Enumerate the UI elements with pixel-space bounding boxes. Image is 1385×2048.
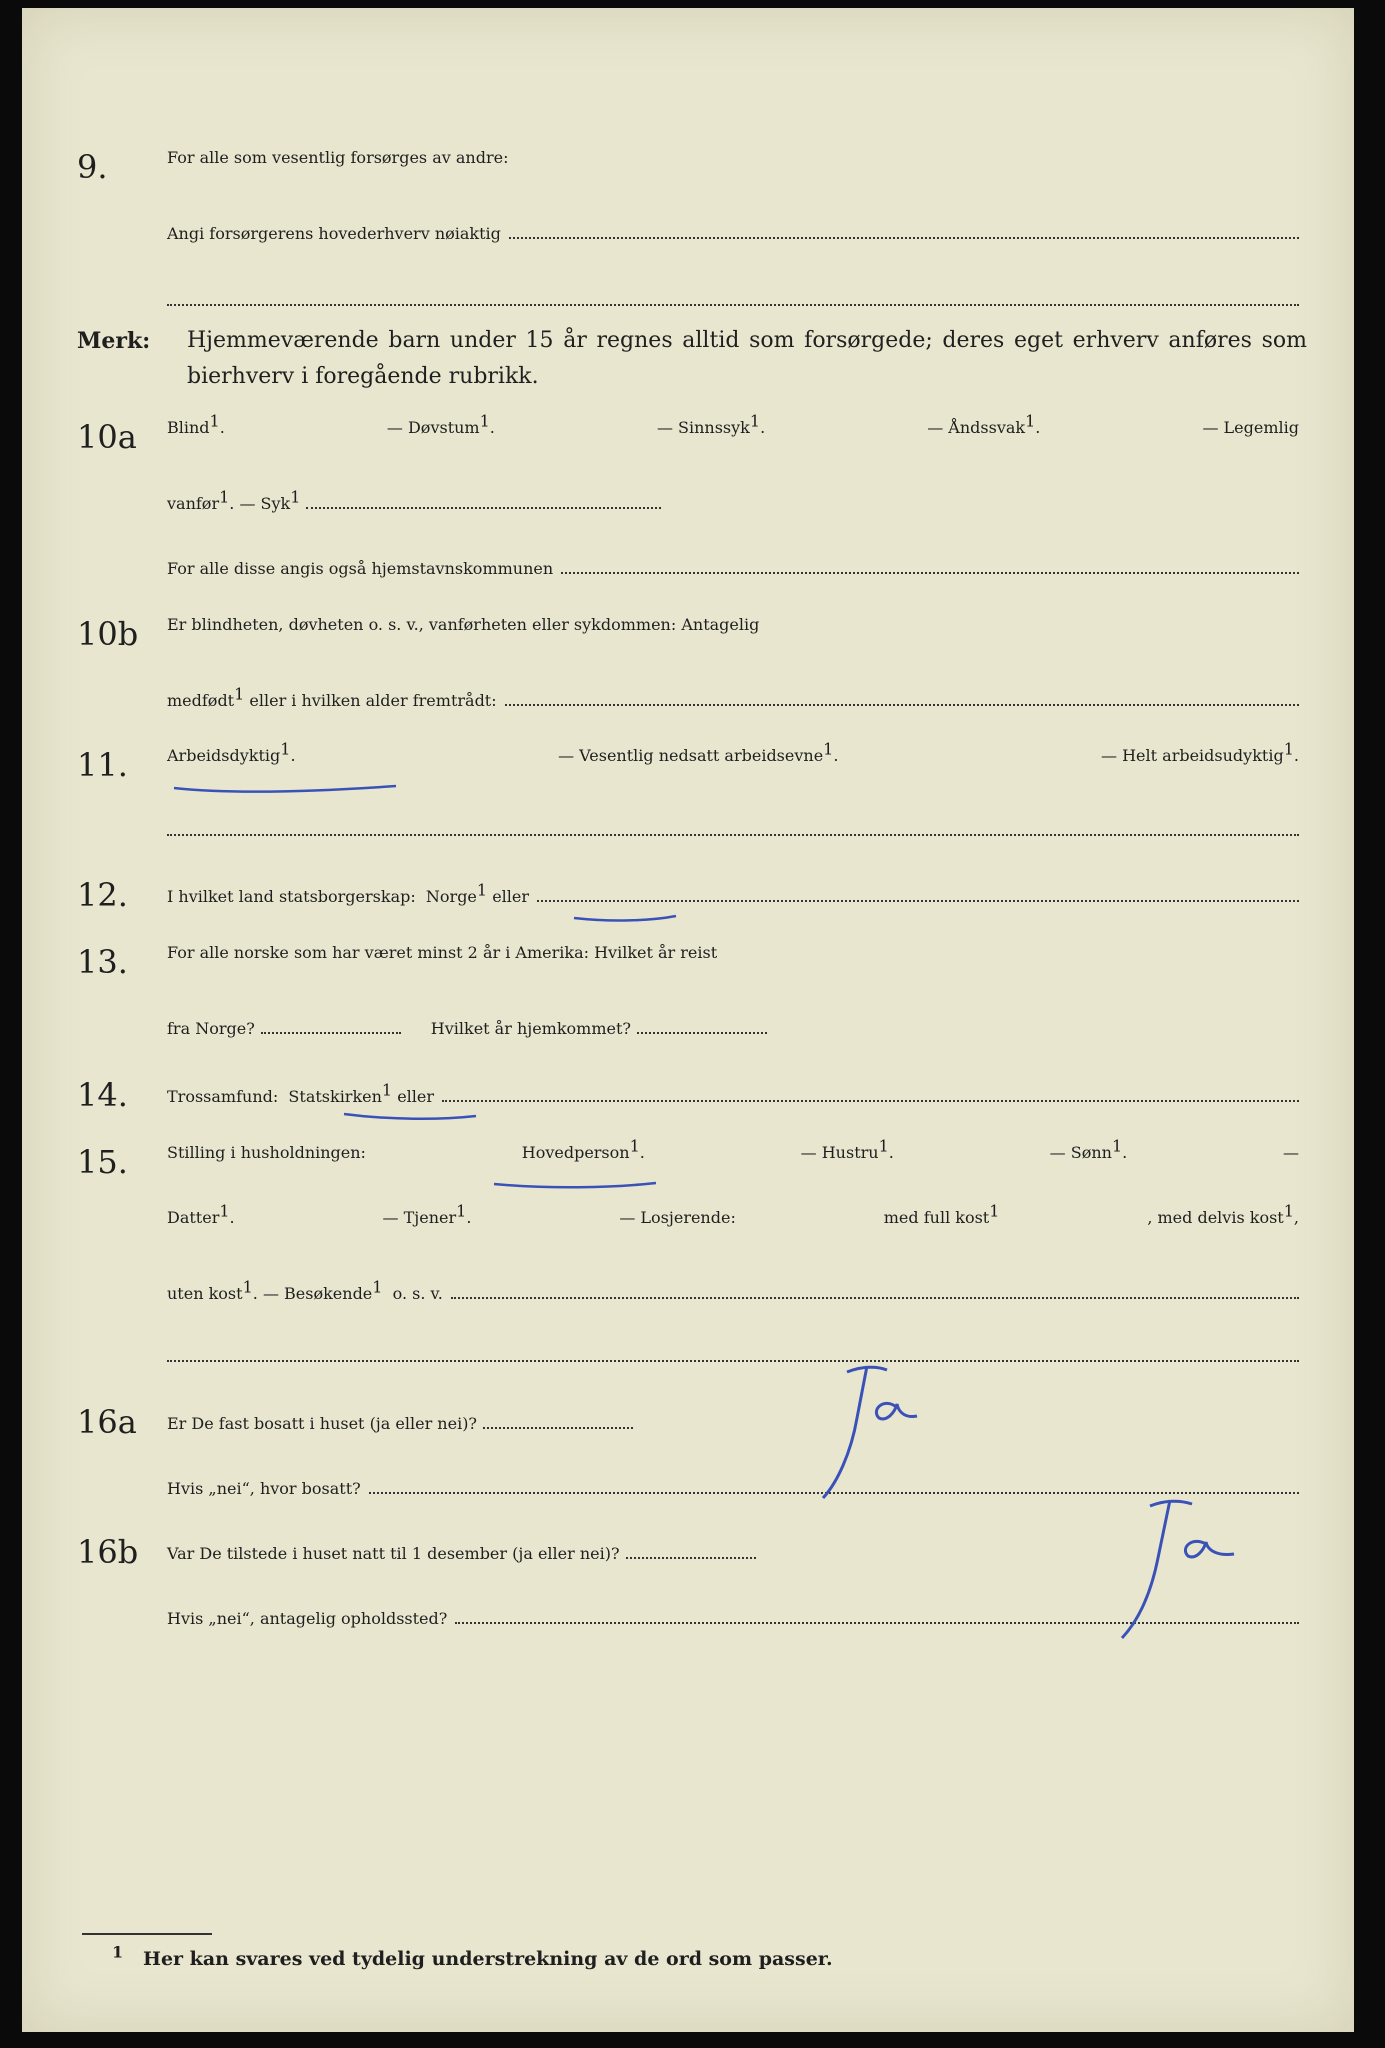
q15-full-kost[interactable]: med full kost$^1$ xyxy=(883,1201,1000,1227)
q16a-where-label: Hvis „nei“, hvor bosatt? xyxy=(167,1479,361,1498)
q11-line1 xyxy=(167,739,1299,765)
q16a-answer-field[interactable] xyxy=(483,1403,633,1429)
q10b-number: 10b xyxy=(77,615,139,653)
footnote-rule xyxy=(82,1933,212,1935)
q16b-pen-ja xyxy=(1110,1488,1270,1648)
q10b-alder-field[interactable] xyxy=(505,680,1299,706)
q9-extra-line xyxy=(167,304,1299,306)
q10a-number: 10a xyxy=(77,418,137,456)
q11-udyktig[interactable]: — Helt arbeidsudyktig$^1$. xyxy=(1101,739,1299,765)
footnote-mark: 1 xyxy=(112,1942,124,1962)
q12-pen-underline xyxy=(570,908,680,928)
q15-number: 15. xyxy=(77,1143,128,1181)
q10b-line1 xyxy=(167,615,1299,634)
q15-extra-line xyxy=(167,1360,1299,1362)
q13-hjemkommet-label: Hvilket år hjemkommet? xyxy=(430,1019,631,1038)
q10a-syk-field[interactable] xyxy=(306,483,661,509)
q14-eller: eller xyxy=(397,1087,435,1106)
q14-statskirken[interactable]: Statskirken$^1$ xyxy=(288,1080,393,1106)
q13-reist-label: fra Norge? xyxy=(167,1019,255,1038)
q14-number: 14. xyxy=(77,1076,128,1114)
q9-answer-field[interactable] xyxy=(509,213,1299,239)
q10a-syk: — Syk$^1$ xyxy=(239,487,301,513)
footnote xyxy=(112,1942,833,1970)
q10b-line2 xyxy=(167,680,1299,710)
q9-line1 xyxy=(167,148,1299,167)
q16b-answer-field[interactable] xyxy=(626,1533,756,1559)
q16a-line1 xyxy=(167,1403,1299,1433)
q13-line2 xyxy=(167,1008,1299,1038)
q10a-blind: Blind$^1$. xyxy=(167,411,225,437)
q12-other-country-field[interactable] xyxy=(537,876,1299,902)
q16a-number: 16a xyxy=(77,1403,137,1441)
q16b-where-label: Hvis „nei“, antagelig opholdssted? xyxy=(167,1609,448,1628)
q15-dash: — xyxy=(1283,1143,1299,1162)
q9-text: For alle som vesentlig forsørges av andre: xyxy=(167,148,509,167)
q12-line1 xyxy=(167,876,1299,906)
q15-sonn[interactable]: — Sønn$^1$. xyxy=(1049,1136,1128,1162)
q15-line1 xyxy=(167,1136,1299,1162)
merk-label: Merk: xyxy=(77,328,151,354)
q15-osv: o. s. v. xyxy=(392,1284,443,1303)
q10a-legemlig: — Legemlig xyxy=(1202,418,1299,437)
q14-label: Trossamfund: xyxy=(167,1087,279,1106)
q13-reist-field[interactable] xyxy=(261,1008,401,1034)
q10a-hjemstavn-label: For alle disse angis også hjemstavnskommunen xyxy=(167,559,554,578)
q10a-dovstum: — Døvstum$^1$. xyxy=(386,411,495,437)
q15-datter[interactable]: Datter$^1$. xyxy=(167,1201,235,1227)
q16a-pen-ja xyxy=(807,1358,947,1508)
q10a-line2 xyxy=(167,483,1299,513)
q10a-hjemstavn-field[interactable] xyxy=(561,548,1299,574)
q10b-text: Er blindheten, døvheten o. s. v., vanførheten eller sykdommen: Antagelig xyxy=(167,615,760,634)
q10b-medfodt: medfødt$^1$ xyxy=(167,684,245,710)
q15-hustru[interactable]: — Hustru$^1$. xyxy=(800,1136,894,1162)
q15-delvis-kost[interactable]: , med delvis kost$^1$, xyxy=(1147,1201,1299,1227)
q15-besokende[interactable]: — Besøkende$^1$ xyxy=(262,1277,383,1303)
q13-number: 13. xyxy=(77,943,128,981)
q12-eller: eller xyxy=(492,887,530,906)
q14-line1 xyxy=(167,1076,1299,1106)
q11-extra-line xyxy=(167,834,1299,836)
q10a-line1 xyxy=(167,411,1299,437)
q15-label: Stilling i husholdningen: xyxy=(167,1143,366,1162)
q16b-number: 16b xyxy=(77,1533,139,1571)
q15-uten-kost[interactable]: uten kost$^1$. xyxy=(167,1277,258,1303)
q11-number: 11. xyxy=(77,746,128,784)
footnote-text: Her kan svares ved tydelig understrekning av de ord som passer. xyxy=(143,1948,833,1970)
q16a-question: Er De fast bosatt i huset (ja eller nei)? xyxy=(167,1414,478,1433)
q9-number: 9. xyxy=(77,148,108,186)
q15-hovedperson[interactable]: Hovedperson$^1$. xyxy=(521,1136,645,1162)
q12-norge[interactable]: Norge$^1$ xyxy=(425,880,488,906)
q11-arbeidsdyktig[interactable]: Arbeidsdyktig$^1$. xyxy=(167,739,296,765)
q13-text: For alle norske som har været minst 2 år i Amerika: Hvilket år reist xyxy=(167,943,718,962)
q9-line2 xyxy=(167,213,1299,243)
q13-hjemkommet-field[interactable] xyxy=(637,1008,767,1034)
q10a-sinnssyk: — Sinnssyk$^1$. xyxy=(656,411,766,437)
q9-provider-label: Angi forsørgerens hovederhverv nøiaktig xyxy=(167,224,501,243)
q10a-line3 xyxy=(167,548,1299,578)
census-form-page xyxy=(22,8,1354,2032)
q10b-alder-label: eller i hvilken alder fremtrådt: xyxy=(249,691,497,710)
q12-number: 12. xyxy=(77,876,128,914)
q11-pen-underline xyxy=(170,778,400,798)
q12-label: I hvilket land statsborgerskap: xyxy=(167,887,416,906)
q15-tjener[interactable]: — Tjener$^1$. xyxy=(382,1201,472,1227)
q13-line1 xyxy=(167,943,1299,962)
q16b-question: Var De tilstede i huset natt til 1 desember (ja eller nei)? xyxy=(167,1544,620,1563)
q10a-andssvak: — Åndssvak$^1$. xyxy=(927,411,1041,437)
q15-pen-underline xyxy=(490,1174,660,1194)
q11-nedsatt[interactable]: — Vesentlig nedsatt arbeidsevne$^1$. xyxy=(558,739,839,765)
q14-pen-underline xyxy=(340,1106,480,1126)
q10a-vanfor: vanfør$^1$. xyxy=(167,487,235,513)
merk-text: Hjemmeværende barn under 15 år regnes alltid som forsørgede; deres eget erhverv anføres som bierhverv i foregående rubrikk. xyxy=(187,328,1307,389)
q15-line2 xyxy=(167,1201,1299,1227)
q15-losjerende: — Losjerende: xyxy=(619,1208,736,1227)
q15-line3 xyxy=(167,1273,1299,1303)
q14-other-field[interactable] xyxy=(442,1076,1299,1102)
q15-other-field[interactable] xyxy=(451,1273,1299,1299)
